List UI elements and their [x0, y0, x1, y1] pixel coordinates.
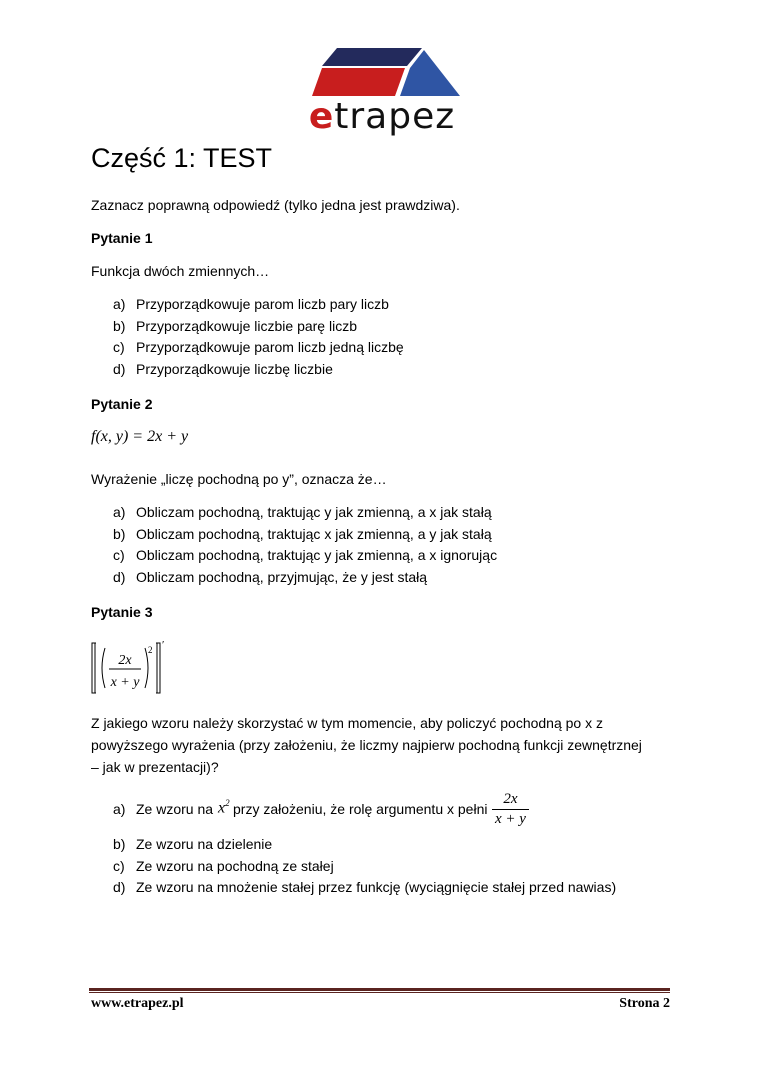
question-1-prompt: Funkcja dwóch zmiennych… — [91, 263, 270, 279]
question-3-heading: Pytanie 3 — [91, 604, 153, 620]
list-item: c) Przyporządkowuje parom liczb jedną liczbę — [113, 339, 404, 355]
page-title: Część 1: TEST — [91, 143, 273, 173]
list-item: b) Ze wzoru na dzielenie — [113, 836, 273, 852]
list-item: a) Obliczam pochodną, traktując y jak zmienną, a x jak stałą — [113, 504, 492, 520]
function-formula: f(x, y) = 2x + y — [91, 428, 189, 445]
question-3-prompt: Z jakiego wzoru należy skorzystać w tym momencie, aby policzyć pochodną po x z powyższego wyrażenia (przy założeniu, że liczmy najpierw pochodną funkcji zewnętrznej – jak w prezentacji)? — [91, 715, 642, 775]
question-2-options — [91, 502, 497, 588]
fraction-numerator: 2x — [118, 653, 132, 668]
question-1-heading: Pytanie 1 — [91, 230, 153, 246]
footer-divider — [89, 988, 670, 991]
question-2-heading: Pytanie 2 — [91, 396, 153, 412]
x-squared: $x^2$ — [218, 798, 230, 817]
list-item: d) Przyporządkowuje liczbę liczbie — [113, 360, 333, 377]
etrapez-logo — [292, 46, 472, 138]
derivative-formula — [90, 640, 170, 696]
question-2-prompt: Wyrażenie „liczę pochodną po y”, oznacza że… — [91, 471, 387, 487]
question-3-options — [91, 834, 616, 899]
list-item: d) Ze wzoru na mnożenie stałej przez funkcję (wyciągnięcie stałej przed nawias) — [113, 879, 617, 895]
list-item: c) Obliczam pochodną, traktując y jak zmienną, a x ignorując — [113, 547, 498, 563]
argument-fraction: $\frac{2x}{x + y}$ — [492, 790, 529, 829]
question-3-option-a: a) Ze wzoru na $x^2$ przy założeniu, że rolę argumentu x pełni $\frac{2x}{x + y}$ — [91, 790, 651, 832]
logo-wordmark: etrapez — [308, 96, 456, 137]
list-item: d) Obliczam pochodną, przyjmując, że y jest stałą — [113, 568, 428, 585]
question-1-options — [91, 294, 404, 380]
derivative-expression — [90, 640, 170, 696]
instruction-text: Zaznacz poprawną odpowiedź (tylko jedna jest prawdziwa). — [91, 197, 460, 213]
exponent: 2 — [148, 645, 153, 655]
footer-page-number: Strona 2 — [619, 996, 670, 1011]
prime-mark: ′ — [162, 640, 165, 651]
list-item: a) Przyporządkowuje parom liczb pary liczb — [113, 296, 389, 312]
list-item: b) Obliczam pochodną, traktując x jak zmienną, a y jak stałą — [113, 525, 492, 542]
fraction-denominator: x + y — [110, 675, 140, 690]
list-item: c) Ze wzoru na pochodną ze stałej — [113, 857, 334, 874]
footer-divider-thin — [89, 992, 670, 993]
footer-website: www.etrapez.pl — [91, 996, 184, 1011]
list-item: b) Przyporządkowuje liczbie parę liczb — [113, 317, 357, 334]
